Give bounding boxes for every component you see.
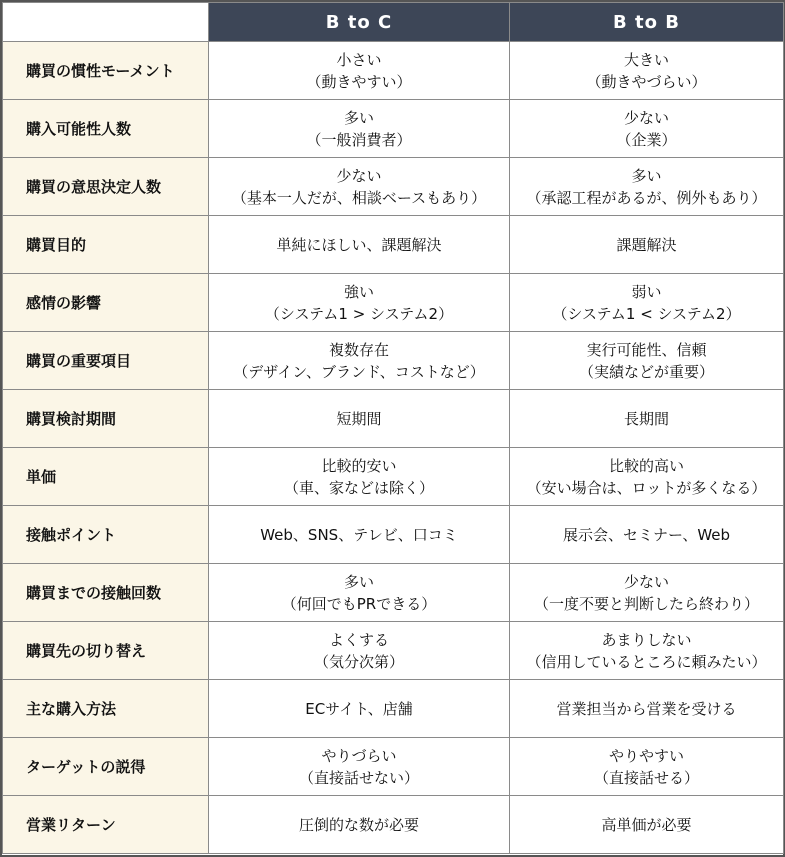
btob-cell	[510, 158, 784, 216]
table-row	[3, 216, 784, 274]
btoc-value: 強い	[343, 282, 374, 301]
table-row	[3, 100, 784, 158]
btob-note: （実績などが重要）	[578, 362, 714, 381]
btoc-value: 少ない	[336, 166, 382, 185]
btoc-note: （気分次第）	[313, 652, 404, 671]
btoc-value: 複数存在	[328, 340, 389, 359]
btoc-cell	[209, 332, 510, 390]
btoc-cell	[209, 100, 510, 158]
btob-cell	[510, 564, 784, 622]
btob-note: （信用しているところに頼みたい）	[526, 652, 767, 671]
btoc-value: ECサイト、店舗	[305, 699, 413, 718]
table-row	[3, 42, 784, 100]
btoc-cell	[209, 216, 510, 274]
btob-cell	[510, 390, 784, 448]
btob-cell	[510, 680, 784, 738]
row-label: 単価	[3, 448, 209, 506]
btoc-value: 圧倒的な数が必要	[298, 815, 419, 834]
table-row	[3, 738, 784, 796]
btoc-cell	[209, 390, 510, 448]
btob-value: 多い	[631, 166, 662, 185]
btob-value: 弱い	[631, 282, 662, 301]
btob-value: 大きい	[623, 50, 669, 69]
row-label: 購買までの接触回数	[3, 564, 209, 622]
btob-cell	[510, 506, 784, 564]
table-row	[3, 796, 784, 854]
btob-value: 実行可能性、信頼	[586, 340, 707, 359]
btob-note: （承認工程があるが、例外もあり）	[526, 188, 767, 207]
row-label: 購買検討期間	[3, 390, 209, 448]
btoc-note: （直接話せない）	[298, 768, 419, 787]
btoc-cell	[209, 796, 510, 854]
btoc-note: （何回でもPRできる）	[281, 594, 437, 613]
btoc-value: 小さい	[336, 50, 382, 69]
btoc-note: （システム1 > システム2）	[264, 304, 454, 323]
btoc-note: （一般消費者）	[306, 130, 412, 149]
btoc-cell	[209, 274, 510, 332]
row-label: 購買目的	[3, 216, 209, 274]
btob-note: （システム1 < システム2）	[552, 304, 741, 323]
btoc-cell	[209, 564, 510, 622]
table-row	[3, 564, 784, 622]
row-label: 営業リターン	[3, 796, 209, 854]
table-body	[3, 42, 784, 854]
btoc-note: （動きやすい）	[306, 72, 412, 91]
row-label: 購買の重要項目	[3, 332, 209, 390]
btob-value: 少ない	[623, 108, 669, 127]
btob-cell	[510, 738, 784, 796]
btoc-note: （基本一人だが、相談ベースもあり）	[231, 188, 487, 207]
btoc-value: Web、SNS、テレビ、口コミ	[260, 525, 458, 544]
table-row	[3, 448, 784, 506]
row-label: 主な購入方法	[3, 680, 209, 738]
row-label: 接触ポイント	[3, 506, 209, 564]
header-btoc: B to C	[209, 3, 510, 42]
btoc-cell	[209, 622, 510, 680]
btoc-cell	[209, 448, 510, 506]
btoc-value: 比較的安い	[321, 456, 397, 475]
row-label: ターゲットの説得	[3, 738, 209, 796]
btoc-cell	[209, 738, 510, 796]
btob-note: （安い場合は、ロットが多くなる）	[526, 478, 767, 497]
btob-note: （直接話せる）	[593, 768, 699, 787]
btob-value: やりやすい	[608, 746, 684, 765]
table-row	[3, 390, 784, 448]
btob-cell	[510, 100, 784, 158]
btoc-cell	[209, 42, 510, 100]
btoc-value: 短期間	[336, 409, 382, 428]
btob-cell	[510, 622, 784, 680]
table-row	[3, 622, 784, 680]
btoc-note: （車、家などは除く）	[283, 478, 434, 497]
btob-value: 展示会、セミナー、Web	[562, 525, 731, 544]
btoc-note: （デザイン、ブランド、コストなど）	[233, 362, 485, 381]
btob-note: （企業）	[616, 130, 677, 149]
btob-cell	[510, 796, 784, 854]
btob-note: （動きやづらい）	[586, 72, 707, 91]
header-btob: B to B	[510, 3, 784, 42]
btob-value: 長期間	[623, 409, 669, 428]
btoc-cell	[209, 158, 510, 216]
btob-value: 少ない	[623, 572, 669, 591]
btoc-value: 単純にほしい、課題解決	[276, 235, 442, 254]
row-label: 感情の影響	[3, 274, 209, 332]
btob-value: 営業担当から営業を受ける	[556, 699, 737, 718]
btoc-value: よくする	[328, 630, 389, 649]
btoc-value: 多い	[343, 108, 374, 127]
btob-value: あまりしない	[601, 630, 692, 649]
btob-value: 課題解決	[616, 235, 677, 254]
btob-value: 高単価が必要	[601, 815, 692, 834]
table-row	[3, 332, 784, 390]
row-label: 購買の慣性モーメント	[3, 42, 209, 100]
header-row	[3, 3, 784, 42]
btoc-value: やりづらい	[321, 746, 397, 765]
header-corner-cell	[3, 3, 209, 42]
btob-note: （一度不要と判断したら終わり）	[533, 594, 759, 613]
btob-cell	[510, 216, 784, 274]
row-label: 購買先の切り替え	[3, 622, 209, 680]
table-row	[3, 158, 784, 216]
btoc-cell	[209, 506, 510, 564]
table-row	[3, 506, 784, 564]
btob-cell	[510, 332, 784, 390]
btob-cell	[510, 448, 784, 506]
btob-value: 比較的高い	[608, 456, 684, 475]
btoc-btob-comparison-table	[2, 2, 784, 854]
table-row	[3, 274, 784, 332]
btob-cell	[510, 274, 784, 332]
row-label: 購買の意思決定人数	[3, 158, 209, 216]
btoc-value: 多い	[343, 572, 374, 591]
row-label: 購入可能性人数	[3, 100, 209, 158]
table-row	[3, 680, 784, 738]
btoc-cell	[209, 680, 510, 738]
btob-cell	[510, 42, 784, 100]
